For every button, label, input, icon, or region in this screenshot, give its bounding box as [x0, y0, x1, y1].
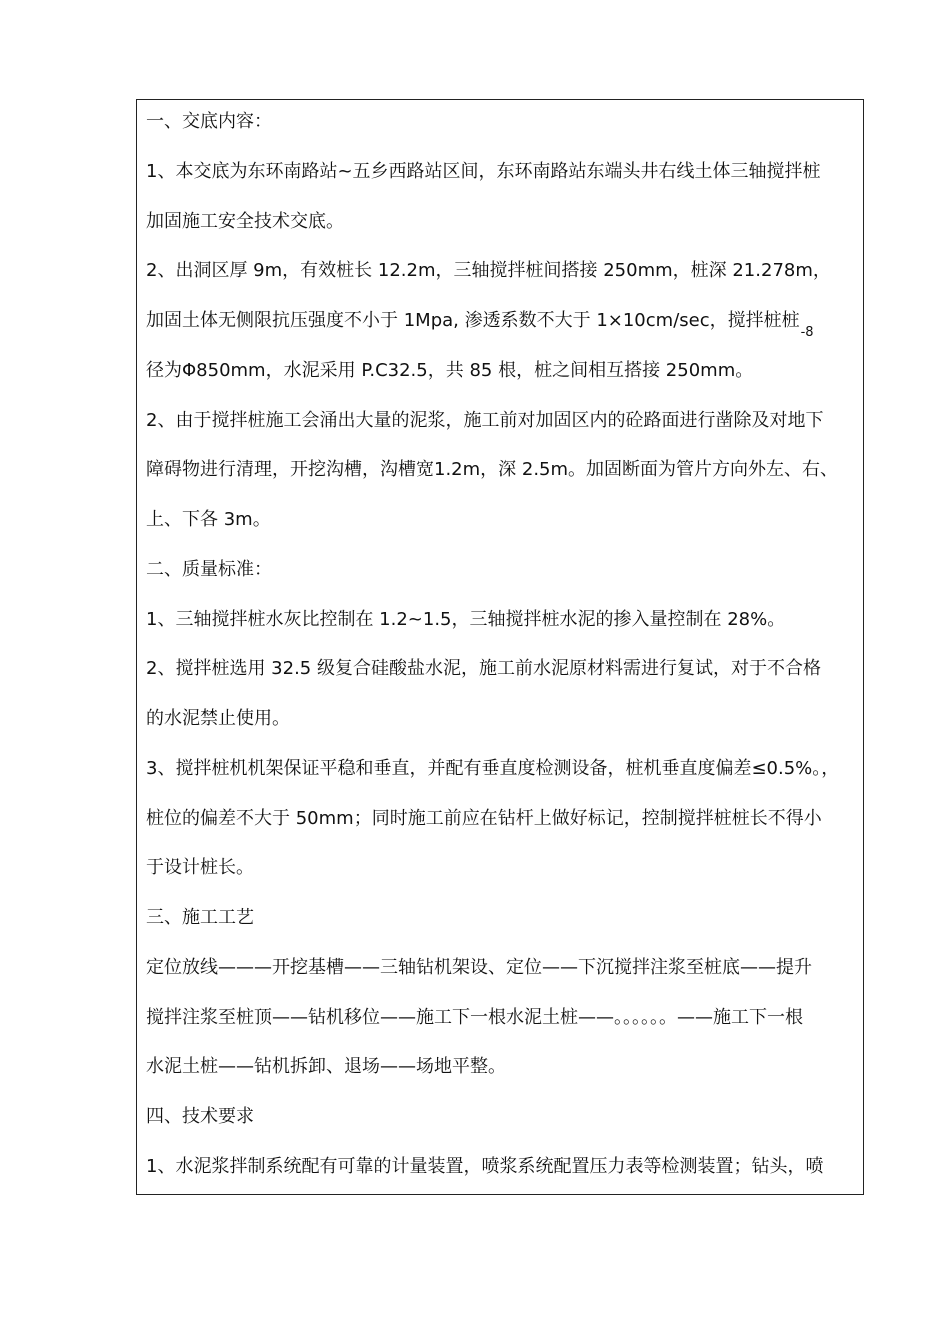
paragraph-line: 2、出洞区厚 9m，有效桩长 12.2m，三轴搅拌桩间搭接 250mm，桩深 21.278m，	[146, 260, 831, 281]
paragraph-text: 加固土体无侧限抗压强度不小于 1Mpa, 渗透系数不大于 1×10cm/sec，搅拌桩桩	[146, 310, 800, 331]
paragraph-line: 2、由于搅拌桩施工会涌出大量的泥浆，施工前对加固区内的砼路面进行凿除及对地下	[146, 410, 824, 431]
paragraph-line: 1、三轴搅拌桩水灰比控制在 1.2~1.5，三轴搅拌桩水泥的掺入量控制在 28%。	[146, 609, 786, 630]
paragraph-line: 搅拌注浆至桩顶——钻机移位——施工下一根水泥土桩——。。。。。。——施工下一根	[146, 1007, 803, 1028]
paragraph-line: 上、下各 3m。	[146, 509, 271, 530]
paragraph-line: 1、本交底为东环南路站~五乡西路站区间，东环南路站东端头井右线土体三轴搅拌桩	[146, 161, 821, 182]
paragraph-line: 1、水泥浆拌制系统配有可靠的计量装置，喷浆系统配置压力表等检测装置；钻头，喷	[146, 1156, 824, 1177]
section-heading-4: 四、技术要求	[146, 1106, 254, 1127]
section-heading-1: 一、交底内容：	[146, 111, 272, 132]
paragraph-line: 3、搅拌桩机机架保证平稳和垂直，并配有垂直度检测设备，桩机垂直度偏差≤0.5%。，	[146, 758, 840, 779]
section-heading-2: 二、质量标准：	[146, 559, 272, 580]
section-heading-3: 三、施工工艺	[146, 907, 254, 928]
paragraph-line: 水泥土桩——钻机拆卸、退场——场地平整。	[146, 1056, 506, 1077]
paragraph-line: 障碍物进行清理，开挖沟槽，沟槽宽1.2m，深 2.5m。加固断面为管片方向外左、右、	[146, 459, 839, 480]
paragraph-line: 的水泥禁止使用。	[146, 708, 290, 729]
exponent-label: -8	[800, 325, 814, 340]
paragraph-line-with-exponent	[146, 296, 861, 346]
paragraph-line: 2、搅拌桩选用 32.5 级复合硅酸盐水泥，施工前水泥原材料需进行复试，对于不合格	[146, 658, 821, 679]
paragraph-line: 桩位的偏差不大于 50mm；同时施工前应在钻杆上做好标记，控制搅拌桩桩长不得小	[146, 808, 822, 829]
paragraph-line: 加固施工安全技术交底。	[146, 211, 344, 232]
paragraph-line: 径为Φ850mm，水泥采用 P.C32.5，共 85 根，桩之间相互搭接 250mm。	[146, 360, 754, 381]
paragraph-line: 定位放线———开挖基槽——三轴钻机架设、定位——下沉搅拌注浆至桩底——提升	[146, 957, 812, 978]
document-table-cell	[136, 99, 864, 1195]
paragraph-line: 于设计桩长。	[146, 857, 254, 878]
